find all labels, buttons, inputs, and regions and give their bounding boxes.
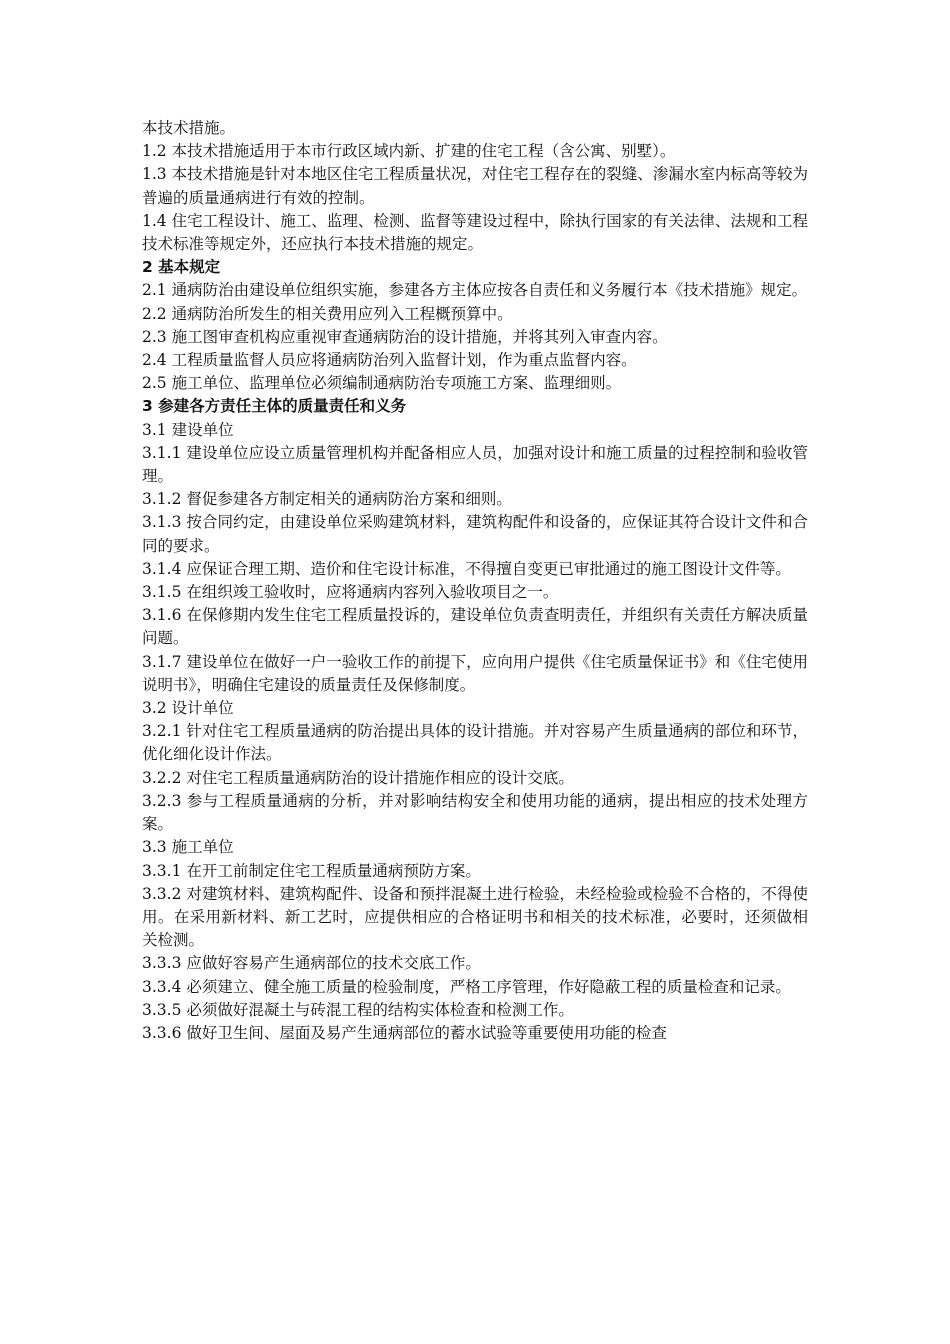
subsection-title: 3.3 施工单位	[142, 838, 234, 857]
paragraph: 2.4 工程质量监督人员应将通病防治列入监督计划，作为重点监督内容。	[142, 351, 637, 370]
paragraph: 1.2 本技术措施适用于本市行政区域内新、扩建的住宅工程（含公寓、别墅）。	[142, 142, 676, 161]
paragraph: 3.3.5 必须做好混凝土与砖混工程的结构实体检查和检测工作。	[142, 1000, 574, 1019]
paragraph: 3.3.4 必须建立、健全施工质量的检验制度，严格工序管理，作好隐蔽工程的质量检查和记录。	[142, 977, 791, 996]
paragraph: 3.1.2 督促参建各方制定相关的通病防治方案和细则。	[142, 490, 512, 509]
paragraph: 3.3.3 应做好容易产生通病部位的技术交底工作。	[142, 954, 481, 973]
paragraph: 3.3.2 对建筑材料、建筑构配件、设备和预拌混凝土进行检验，未经检验或检验不合格的，不得使用。在采用新材料、新工艺时，应提供相应的合格证明书和相关的技术标准，必要时，还须做相关检测。	[142, 884, 808, 950]
document-page	[142, 117, 808, 1045]
paragraph: 2.5 施工单位、监理单位必须编制通病防治专项施工方案、监理细则。	[142, 374, 622, 393]
section-heading: 2 基本规定	[142, 258, 221, 277]
paragraph: 3.1.7 建设单位在做好一户一验收工作的前提下，应向用户提供《住宅质量保证书》和《住宅使用说明书》，明确住宅建设的质量责任及保修制度。	[142, 652, 808, 694]
paragraph: 3.3.6 做好卫生间、屋面及易产生通病部位的蓄水试验等重要使用功能的检查	[142, 1023, 667, 1042]
paragraph: 3.2.2 对住宅工程质量通病防治的设计措施作相应的设计交底。	[142, 768, 574, 787]
paragraph: 3.2.1 针对住宅工程质量通病的防治提出具体的设计措施。并对容易产生质量通病的部位和环节，优化细化设计作法。	[142, 722, 808, 764]
paragraph: 1.3 本技术措施是针对本地区住宅工程质量状况，对住宅工程存在的裂缝、渗漏水室内标高等较为普遍的质量通病进行有效的控制。	[142, 165, 808, 207]
section-heading: 3 参建各方责任主体的质量责任和义务	[142, 397, 407, 416]
paragraph: 3.1.5 在组织竣工验收时，应将通病内容列入验收项目之一。	[142, 583, 559, 602]
paragraph: 3.1.3 按合同约定，由建设单位采购建筑材料，建筑构配件和设备的，应保证其符合设计文件和合同的要求。	[142, 513, 808, 555]
paragraph: 本技术措施。	[142, 119, 236, 137]
paragraph: 2.2 通病防治所发生的相关费用应列入工程概预算中。	[142, 304, 513, 323]
paragraph: 3.1.1 建设单位应设立质量管理机构并配备相应人员，加强对设计和施工质量的过程控制和验收管理。	[142, 443, 808, 486]
subsection-title: 3.1 建设单位	[142, 420, 234, 439]
paragraph: 3.1.4 应保证合理工期、造价和住宅设计标准，不得擅自变更已审批通过的施工图设计文件等。	[142, 559, 791, 578]
subsection-title: 3.2 设计单位	[142, 699, 234, 718]
paragraph: 2.1 通病防治由建设单位组织实施，参建各方主体应按各自责任和义务履行本《技术措施》规定。	[142, 281, 808, 300]
paragraph: 3.3.1 在开工前制定住宅工程质量通病预防方案。	[142, 861, 481, 880]
paragraph: 3.1.6 在保修期内发生住宅工程质量投诉的，建设单位负责查明责任，并组织有关责任方解决质量问题。	[142, 606, 808, 648]
paragraph: 3.2.3 参与工程质量通病的分析，并对影响结构安全和使用功能的通病，提出相应的技术处理方案。	[142, 791, 808, 834]
paragraph: 1.4 住宅工程设计、施工、监理、检测、监督等建设过程中，除执行国家的有关法律、法规和工程技术标准等规定外，还应执行本技术措施的规定。	[142, 211, 808, 254]
paragraph: 2.3 施工图审查机构应重视审查通病防治的设计措施，并将其列入审查内容。	[142, 327, 668, 346]
